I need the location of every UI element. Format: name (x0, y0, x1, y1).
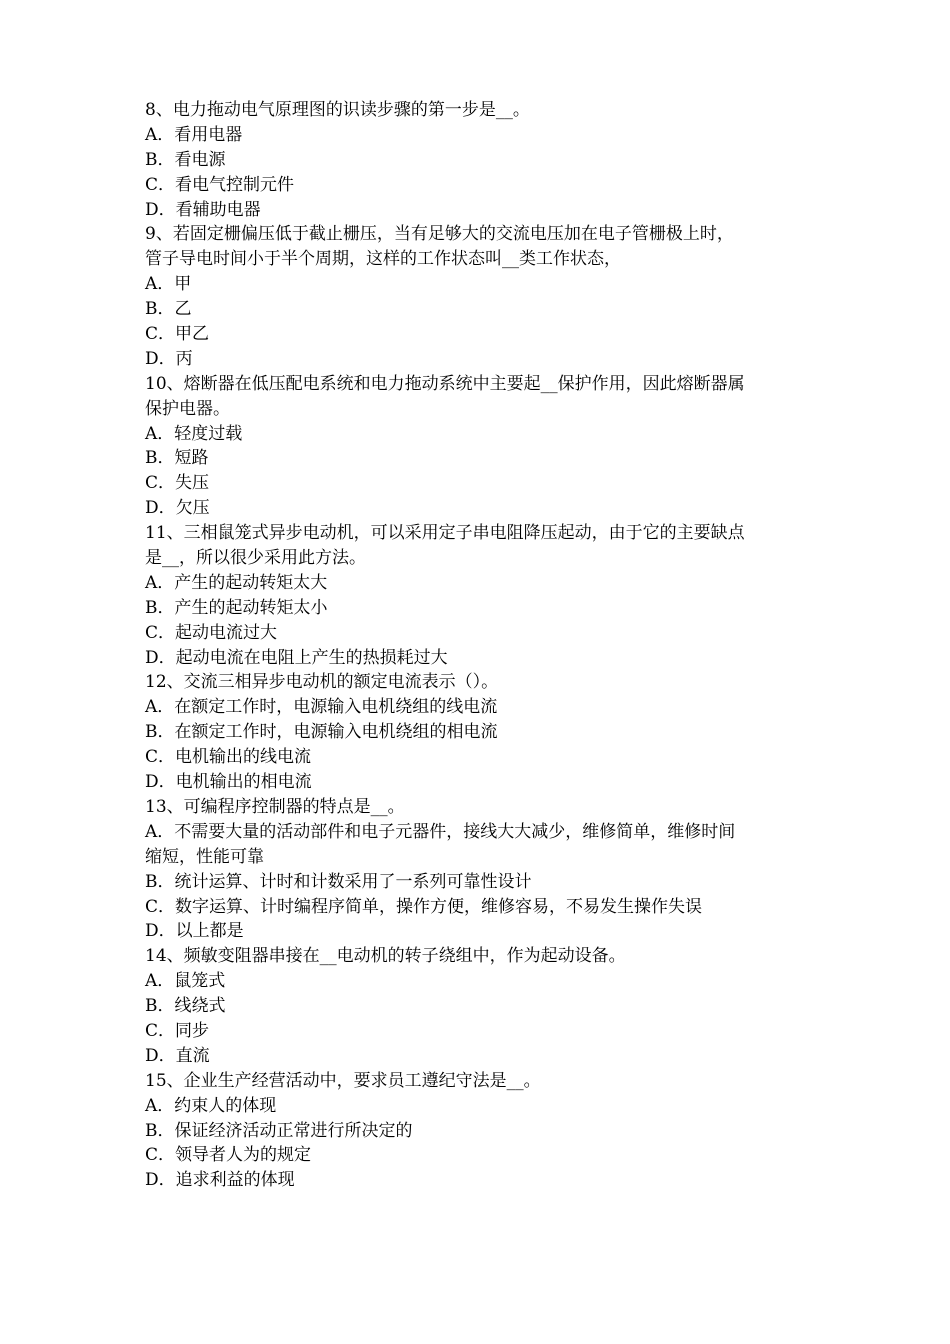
q14-option-b: B．线绕式 (145, 996, 226, 1017)
q9-option-a: A．甲 (145, 274, 192, 295)
q8-option-a: A．看用电器 (145, 124, 243, 145)
q12-option-d: D．电机输出的相电流 (145, 772, 312, 793)
q8-option-c: C．看电气控制元件 (145, 174, 295, 195)
q14-option-a: A．鼠笼式 (145, 971, 226, 992)
q11-option-a: A．产生的起动转矩太大 (145, 572, 328, 593)
question-9-stem-line-2: 管子导电时间小于半个周期，这样的工作状态叫__类工作状态， (145, 249, 621, 270)
q10-option-b: B．短路 (145, 448, 209, 469)
q13-option-a-line-1: A．不需要大量的活动部件和电子元器件，接线大大减少，维修简单，维修时间 (145, 821, 736, 842)
question-8-stem: 8、电力拖动电气原理图的识读步骤的第一步是__。 (145, 100, 530, 120)
q10-option-d: D．欠压 (145, 498, 210, 519)
q14-option-d: D．直流 (145, 1045, 210, 1066)
q9-option-b: B．乙 (145, 299, 192, 320)
q12-option-a: A．在额定工作时，电源输入电机绕组的线电流 (145, 697, 498, 718)
question-14-stem: 14、频敏变阻器串接在__电动机的转子绕组中，作为起动设备。 (145, 946, 626, 967)
q13-option-b: B．统计运算、计时和计数采用了一系列可靠性设计 (145, 871, 532, 892)
question-11-stem-line-2: 是__，所以很少采用此方法。 (145, 548, 366, 569)
q11-option-b: B．产生的起动转矩太小 (145, 597, 328, 618)
question-13-stem: 13、可编程序控制器的特点是__。 (145, 796, 405, 817)
question-10-stem-line-1: 10、熔断器在低压配电系统和电力拖动系统中主要起__保护作用，因此熔断器属 (145, 373, 745, 394)
q12-option-b: B．在额定工作时，电源输入电机绕组的相电流 (145, 722, 498, 743)
q15-option-b: B．保证经济活动正常进行所决定的 (145, 1120, 413, 1141)
question-9-stem-line-1: 9、若固定栅偏压低于截止栅压，当有足够大的交流电压加在电子管栅极上时， (145, 224, 734, 245)
q9-option-c: C．甲乙 (145, 324, 210, 345)
q15-option-d: D．追求利益的体现 (145, 1170, 295, 1191)
q13-option-a-line-2: 缩短，性能可靠 (145, 846, 264, 867)
q15-option-c: C．领导者人为的规定 (145, 1145, 312, 1166)
q9-option-d: D．丙 (145, 348, 193, 369)
q11-option-c: C．起动电流过大 (145, 622, 278, 643)
question-list (145, 98, 815, 1193)
question-15-stem: 15、企业生产经营活动中，要求员工遵纪守法是__。 (145, 1070, 541, 1091)
question-11-stem-line-1: 11、三相鼠笼式异步电动机，可以采用定子串电阻降压起动，由于它的主要缺点 (145, 523, 745, 544)
question-12-stem: 12、交流三相异步电动机的额定电流表示（）。 (145, 672, 499, 693)
q13-option-c: C．数字运算、计时编程序简单，操作方便，维修容易，不易发生操作失误 (145, 896, 703, 917)
q8-option-d: D．看辅助电器 (145, 199, 261, 220)
q10-option-c: C．失压 (145, 473, 210, 494)
q10-option-a: A．轻度过载 (145, 423, 243, 444)
q11-option-d: D．起动电流在电阻上产生的热损耗过大 (145, 647, 448, 668)
q15-option-a: A．约束人的体现 (145, 1095, 277, 1116)
q13-option-d: D．以上都是 (145, 921, 244, 942)
question-10-stem-line-2: 保护电器。 (145, 398, 230, 419)
q8-option-b: B．看电源 (145, 149, 226, 170)
q12-option-c: C．电机输出的线电流 (145, 747, 312, 768)
q14-option-c: C．同步 (145, 1020, 210, 1041)
